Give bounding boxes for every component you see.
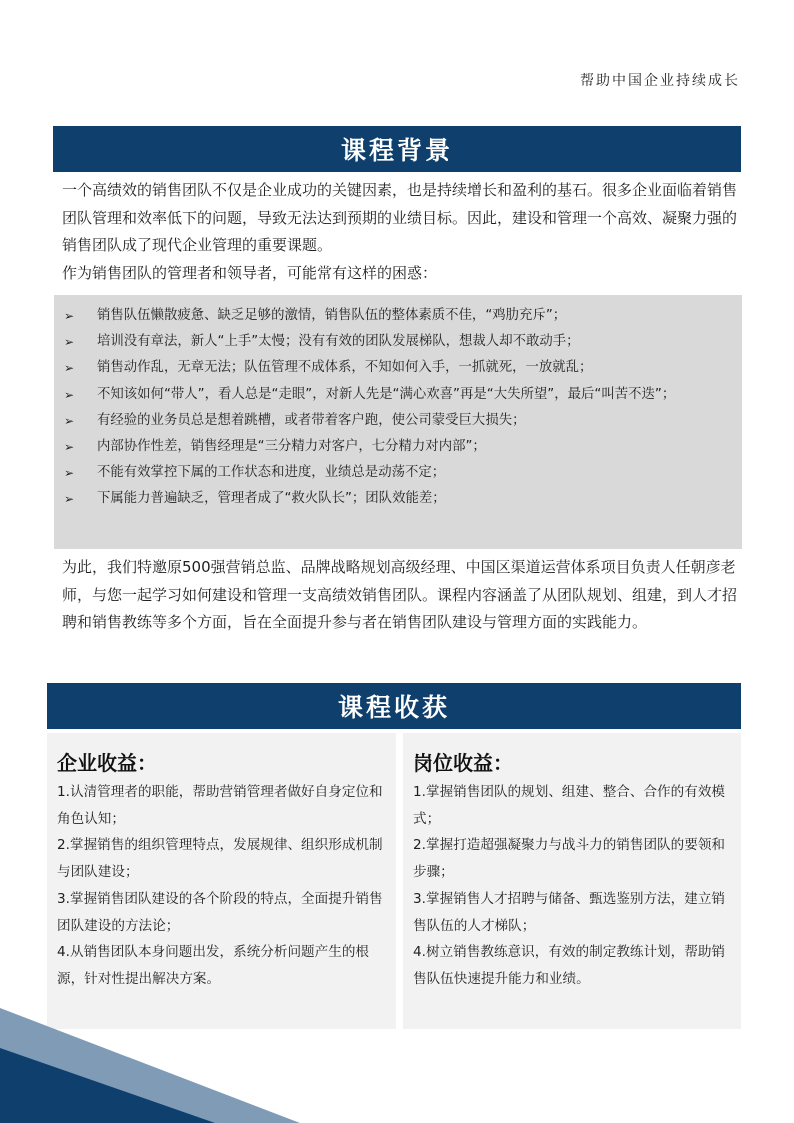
- pain-points-box: [54, 295, 742, 549]
- intro-question: 作为销售团队的管理者和领导者，可能常有这样的困惑：: [62, 263, 438, 282]
- arrow-bullet-icon: ➢: [64, 387, 75, 402]
- enterprise-gains-panel: [47, 733, 396, 1029]
- list-item: 1.认清管理者的职能，帮助营销管理者做好自身定位和角色认知；: [57, 784, 383, 827]
- position-gains-panel: [403, 733, 741, 1029]
- arrow-bullet-icon: ➢: [64, 466, 75, 481]
- section-title-gains: 课程收获: [47, 683, 741, 729]
- closing-paragraph: 为此，我们特邀原500强营销总监、品牌战略规划高级经理、中国区渠道运营体系项目负责人任朝彦老师，与您一起学习如何建设和管理一支高绩效销售团队。课程内容涵盖了从团队规划、组建，到人才招聘和销售教练等多个方面，旨在全面提升参与者在销售团队建设与管理方面的实践能力。: [62, 558, 738, 631]
- list-item: [64, 434, 742, 460]
- background-intro: [62, 177, 742, 287]
- intro-paragraph: 一个高绩效的销售团队不仅是企业成功的关键因素，也是持续增长和盈利的基石。很多企业面临着销售团队管理和效率低下的问题，导致无法达到预期的业绩目标。因此，建设和管理一个高效、凝聚力强的销售团队成了现代企业管理的重要课题。: [62, 181, 738, 254]
- list-item-text: 下属能力普遍缺乏，管理者成了“救火队长”；团队效能差；: [97, 491, 446, 507]
- list-item: [64, 303, 742, 329]
- arrow-bullet-icon: ➢: [64, 309, 75, 323]
- list-item-text: 不能有效掌控下属的工作状态和进度，业绩总是动荡不定；: [97, 465, 446, 481]
- list-item-text: 有经验的业务员总是想着跳槽，或者带着客户跑，使公司蒙受巨大损失；: [97, 412, 526, 428]
- list-item: 4.树立销售教练意识，有效的制定教练计划，帮助销售队伍快速提升能力和业绩。: [413, 944, 726, 987]
- arrow-bullet-icon: ➢: [64, 413, 75, 428]
- arrow-bullet-icon: ➢: [64, 361, 75, 376]
- list-item-text: 培训没有章法，新人“上手”太慢；没有有效的团队发展梯队，想裁人却不敢动手；: [97, 334, 580, 350]
- list-item: [64, 382, 742, 408]
- list-item-text: 销售队伍懒散疲惫、缺乏足够的激情，销售队伍的整体素质不佳，“鸡肋充斥”；: [97, 308, 567, 323]
- position-gains-list: [413, 779, 731, 993]
- list-item-text: 内部协作性差，销售经理是“三分精力对客户，七分精力对内部”；: [97, 439, 486, 455]
- pain-points-list: [54, 295, 742, 513]
- list-item: 2.掌握销售的组织管理特点，发展规律、组织形成机制与团队建设；: [57, 837, 383, 881]
- enterprise-gains-heading: 企业收益：: [57, 751, 157, 775]
- list-item: 4.从销售团队本身问题出发，系统分析问题产生的根源，针对性提出解决方案。: [57, 944, 370, 987]
- background-closing: [62, 554, 742, 637]
- list-item: 3.掌握销售团队建设的各个阶段的特点，全面提升销售团队建设的方法论；: [57, 890, 383, 934]
- list-item: 2.掌握打造超强凝聚力与战斗力的销售团队的要领和步骤；: [413, 837, 726, 881]
- list-item-text: 不知该如何“带人”，看人总是“走眼”，对新人先是“满心欢喜”再是“大失所望”，最后“叫苦不迭”；: [97, 386, 676, 402]
- section-title-background: 课程背景: [53, 126, 741, 172]
- arrow-bullet-icon: ➢: [64, 492, 75, 507]
- list-item-text: 销售动作乱，无章无法；队伍管理不成体系，不知如何入手，一抓就死，一放就乱；: [97, 360, 593, 376]
- list-item: [64, 408, 742, 434]
- arrow-bullet-icon: ➢: [64, 440, 75, 455]
- header-tagline: 帮助中国企业持续成长: [580, 73, 740, 89]
- arrow-bullet-icon: ➢: [64, 335, 75, 350]
- list-item: [64, 460, 742, 486]
- list-item: 1.掌握销售团队的规划、组建、整合、合作的有效模式；: [413, 784, 726, 827]
- list-item: [64, 355, 742, 381]
- list-item: [64, 329, 742, 355]
- list-item: [64, 486, 742, 512]
- position-gains-heading: 岗位收益：: [413, 751, 513, 775]
- corner-decoration: [0, 1008, 300, 1123]
- enterprise-gains-list: [57, 779, 386, 993]
- list-item: 3.掌握销售人才招聘与储备、甄选鉴别方法，建立销售队伍的人才梯队；: [413, 890, 726, 934]
